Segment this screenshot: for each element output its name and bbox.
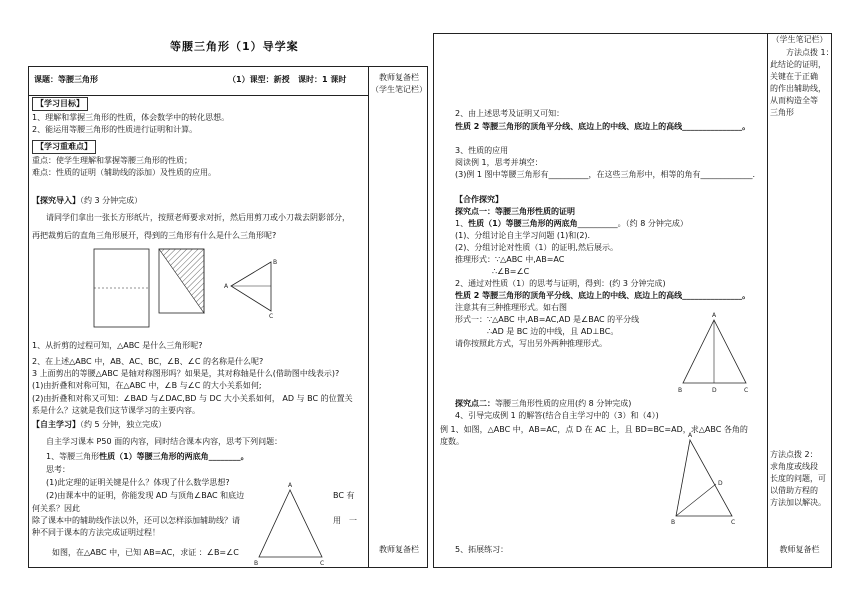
explore-1-property-2: [455, 291, 750, 301]
left-side-divider: [368, 66, 369, 568]
label-c-small: C: [269, 313, 274, 320]
intro-time: （约 3 分钟完成）: [80, 196, 143, 205]
right-side-divider: [767, 33, 768, 568]
point-2: 2、由上述思考及证明又可知：: [455, 109, 565, 118]
explore-1-property-2-blank: _______________。: [682, 291, 751, 300]
label-a-small: A: [224, 283, 229, 290]
teacher-prep-label-right: 教师复备栏: [779, 545, 820, 554]
tip-2-line-1: 求角度或线段: [770, 462, 818, 471]
self-study-text: 自主学习课本 P50 面的内容，同时结合课本内容，思考下列问题：: [46, 437, 283, 446]
think-5: 种不同于课本的方法完成证明过程！: [32, 528, 160, 537]
point-3-fill: (3)例 1 图中等腰三角形有__________，在这些三角形中，相等的角有_____________.: [455, 170, 756, 179]
label-a-right: A: [712, 312, 717, 319]
property-1: [46, 452, 249, 462]
explore-1-time: （约 8 分钟完成）: [625, 219, 688, 228]
question-1: 1、从折剪的过程可知，△ABC 是什么三角形呢?: [32, 341, 203, 350]
explore-1-line-1: (1)、分组讨论自主学习问题 (1)和(2).: [455, 231, 591, 240]
question-3: 3 上面剪出的等腰△ABC 是轴对称图形吗？如果是，其对称轴是什么(借助图中线表示)?: [32, 369, 340, 378]
tip-1-line-2: 关键在于正确: [770, 72, 818, 81]
goal-1: 1、理解和掌握三角形的性质，体会数学中的转化思想。: [32, 113, 230, 122]
guide-example-1: 4、引导完成例 1 的解答(结合自主学习中的（3）和（4）): [455, 411, 659, 420]
property-1-blank: ________。: [208, 452, 249, 461]
think-use: 用 一: [333, 516, 357, 525]
form-1-conclusion: ∴AD 是 BC 边的中线，且 AD⊥BC。: [487, 327, 619, 336]
tip-1-line-1: 此结论的证明，: [770, 60, 826, 69]
question-2: 2、在上述△ABC 中，AB、AC、BC，∠B、∠C 的名称是什么呢?: [32, 357, 264, 366]
student-notes-label-right: （学生笔记栏）: [771, 35, 828, 44]
label-d-right: D: [712, 387, 717, 394]
lesson-hours: 课时：1 课时: [298, 75, 347, 84]
explore-2-title: 探究点二：: [455, 399, 495, 408]
intro-heading: [32, 196, 142, 206]
label-b: B: [254, 560, 259, 567]
three-forms-note: 注意其有三种推理形式。如右图: [455, 303, 567, 312]
key-points-heading: 【学习重难点】: [32, 140, 96, 154]
lesson-topic: 课题：等腰三角形: [34, 75, 98, 84]
intro-text-2: 再把裁剪后的直角三角形展开，得到的三角形有什么是什么三角形呢?: [32, 231, 277, 240]
key-point: 重点：使学生理解和掌握等腰三角形的性质；: [32, 156, 192, 165]
tip-2-line-2: 长度的问题，可: [770, 474, 826, 483]
question-3-1: (1)由折叠和对称可知，在△ABC 中，∠B 与∠C 的大小关系如何;: [32, 381, 262, 390]
think-3: 何关系？因此: [32, 504, 80, 513]
intro-text-1: 请同学们拿出一张长方形纸片，按照老师要求对折，然后用剪刀或小刀裁去阴影部分，: [46, 213, 350, 222]
explore-1-prop: 性质（1）等腰三角形的两底角: [468, 219, 578, 228]
explore-1-blank: __________。: [577, 219, 626, 228]
label-d-ex: D: [718, 480, 723, 487]
label-c-ex: C: [731, 519, 736, 526]
label-c: C: [320, 560, 325, 567]
left-header-divider: [28, 95, 368, 96]
tip-1-title: 方法点拨 1：: [786, 48, 834, 57]
explore-1-property-2-text: 性质 2 等腰三角形的顶角平分线、底边上的中线、底边上的高线: [455, 291, 683, 300]
cooperation-heading: 【合作探究】: [455, 195, 503, 204]
explore-1-title: 探究点一：等腰三角形性质的证明: [455, 207, 575, 216]
label-b-right: B: [678, 387, 683, 394]
tip-1-line-4: 从而构造全等: [770, 96, 818, 105]
question-3-3: 系是什么？这就是我们这节课学习的主要内容。: [32, 406, 200, 415]
label-b-small: B: [273, 259, 278, 266]
example-1-line-2: 度数。: [440, 437, 464, 446]
teacher-prep-label-bottom: 教师复备栏: [379, 545, 419, 554]
think-bc: BC 有: [333, 491, 355, 500]
explore-2-text: 等腰三角形性质的应用(约 8 分钟完成): [495, 399, 632, 408]
example-1-line-1: 例 1、如图，△ABC 中，AB=AC，点 D 在 AC 上，且 BD=BC=AD，求△ABC 各角的: [440, 425, 748, 434]
point-3: 3、性质的应用: [455, 146, 509, 155]
goals-heading: 【学习目标】: [32, 97, 88, 111]
self-study-heading: [32, 420, 166, 430]
question-3-2: (2)由折叠和对称又可知：∠BAD 与∠DAC,BD 与 DC 大小关系如何， AD 与 BC 的位置关: [32, 394, 353, 403]
self-study-time: （约 5 分钟，独立完成）: [80, 420, 167, 429]
label-a-ex: A: [688, 432, 693, 439]
tip-1-line-5: 三角形: [770, 108, 794, 117]
explore-1-prefix: 1、: [455, 219, 469, 228]
property-1-prefix: 1、等腰三角形: [46, 452, 100, 461]
explore-1-property: [455, 219, 688, 229]
reasoning-form: 推理形式：∵△ABC 中,AB=AC: [455, 255, 565, 264]
point-3-read: 阅读例 1，思考并填空：: [455, 158, 543, 167]
self-study-heading-text: 【自主学习】: [32, 420, 80, 429]
think-4: 除了课本中的辅助线作法以外，还可以怎样添加辅助线？请: [32, 516, 240, 525]
intro-heading-text: 【探究导入】: [32, 196, 80, 205]
property-2: [455, 122, 750, 132]
difficult-point: 难点：性质的证明（辅助线的添加）及性质的应用。: [32, 168, 216, 177]
property-1-bold: 性质（1）等腰三角形的两底角: [99, 452, 209, 461]
label-a: A: [288, 482, 293, 489]
think-label: 思考：: [46, 465, 70, 474]
explore-2: [455, 399, 631, 409]
form-1: 形式一：∵△ABC 中,AB=AC,AD 是∠BAC 的平分线: [455, 315, 640, 324]
student-notes-label: （学生笔记栏）: [371, 85, 427, 94]
property-2-text: 性质 2 等腰三角形的顶角平分线、底边上的中线、底边上的高线: [455, 122, 683, 131]
reasoning-conclusion: ∴∠B=∠C: [492, 267, 530, 276]
extension-exercise: 5、拓展练习：: [455, 545, 509, 554]
label-c-right: C: [744, 387, 749, 394]
explore-1-line-2: (2)、分组讨论对性质（1）的证明,然后展示。: [455, 243, 618, 252]
label-b-ex: B: [671, 519, 676, 526]
think-2: (2)由课本中的证明，你能发现 AD 与顶角∠BAC 和底边: [46, 491, 245, 500]
goal-2: 2、能运用等腰三角形的性质进行证明和计算。: [32, 125, 198, 134]
example-proof: 如图，在△ABC 中，已知 AB=AC，求证 ：∠B=∠C: [52, 548, 239, 557]
tip-2-title: 方法点拨 2：: [770, 450, 818, 459]
teacher-prep-label: 教师复备栏: [379, 73, 419, 82]
property-2-blank: _______________。: [682, 122, 751, 131]
lesson-type: （1）课型：新授: [228, 75, 290, 84]
explore-1-2: 2、通过对性质（1）的思考与证明，得到：(约 3 分钟完成): [455, 279, 666, 288]
page-title-left: 等腰三角形（1）导学案: [170, 40, 299, 53]
think-1: (1)此定理的证明关键是什么？体现了什么数学思想?: [46, 478, 230, 487]
tip-1-line-3: 的作出辅助线，: [770, 84, 826, 93]
write-other-forms: 请你按照此方式，写出另外两种推理形式。: [455, 339, 607, 348]
tip-2-line-3: 以借助方程的: [770, 486, 818, 495]
tip-2-line-4: 方法加以解决。: [770, 498, 826, 507]
